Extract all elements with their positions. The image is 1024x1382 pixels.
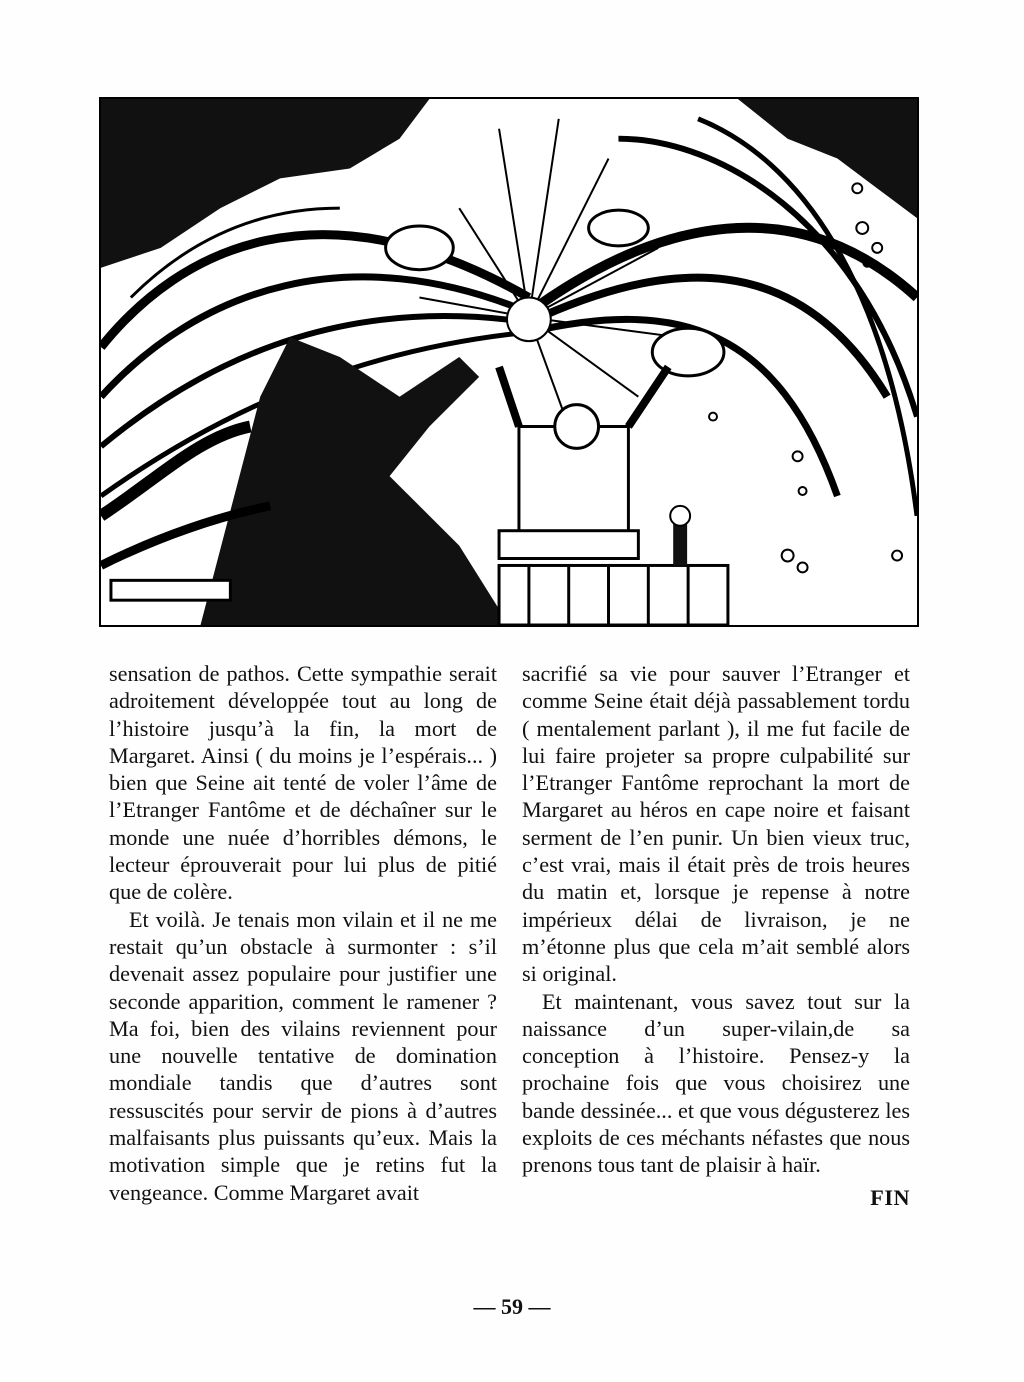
paragraph: sacrifié sa vie pour sauver l’Etranger et comme Seine était déjà passablement tordu ( mentalement parlant ), il me fut facile de lui faire projeter sa propre culpabilité sur l’Etranger Fantôme reprochant la mort de Margaret au héros en cape noire et faisant serment de l’en punir. Un bien vieux truc, c’est vrai, mais il était près de trois heures du matin et, lorsque je repense à notre impérieux délai de livraison, je ne m’étonne plus que cela m’ait semblé alors si original. (522, 661, 910, 987)
comic-panel-explosion-icon (101, 99, 917, 625)
paragraph: Et maintenant, vous savez tout sur la naissance d’un super-vilain,de sa conception à l’histoire. Pensez-y la prochaine fois que vous choisirez une bande dessinée... et que vous dégusterez les exploits de ces méchants néfastes que nous prenons tous tant de plaisir à haïr. (522, 988, 910, 1178)
right-text-column (522, 660, 910, 1211)
end-mark: FIN (870, 1184, 910, 1210)
page-number: — 59 — (473, 1294, 551, 1319)
paragraph: Et voilà. Je tenais mon vilain et il ne me restait qu’un obstacle à surmonter : s’il devenait assez populaire pour justifier une seconde apparition, comment le ramener ? Ma foi, bien des vilains reviennent pour une nouvelle tentative de domination mondiale tandis que d’autres sont ressuscités pour servir de pions à d’autres malfaisants plus puissants qu’eux. Mais la motivation simple que je retins fut la vengeance. Comme Margaret avait (109, 906, 497, 1205)
paragraph: sensation de pathos. Cette sympathie serait adroitement développée tout au long de l’histoire jusqu’à la fin, la mort de Margaret. Ainsi ( du moins je l’espérais... ) bien que Seine ait tenté de voler l’âme de l’Etranger Fantôme et de déchaîner sur le monde une nuée d’horribles démons, le lecteur éprouverait pour lui plus de pitié que de colère. (109, 661, 497, 905)
comic-illustration (99, 97, 919, 627)
left-text-column (109, 660, 497, 1206)
